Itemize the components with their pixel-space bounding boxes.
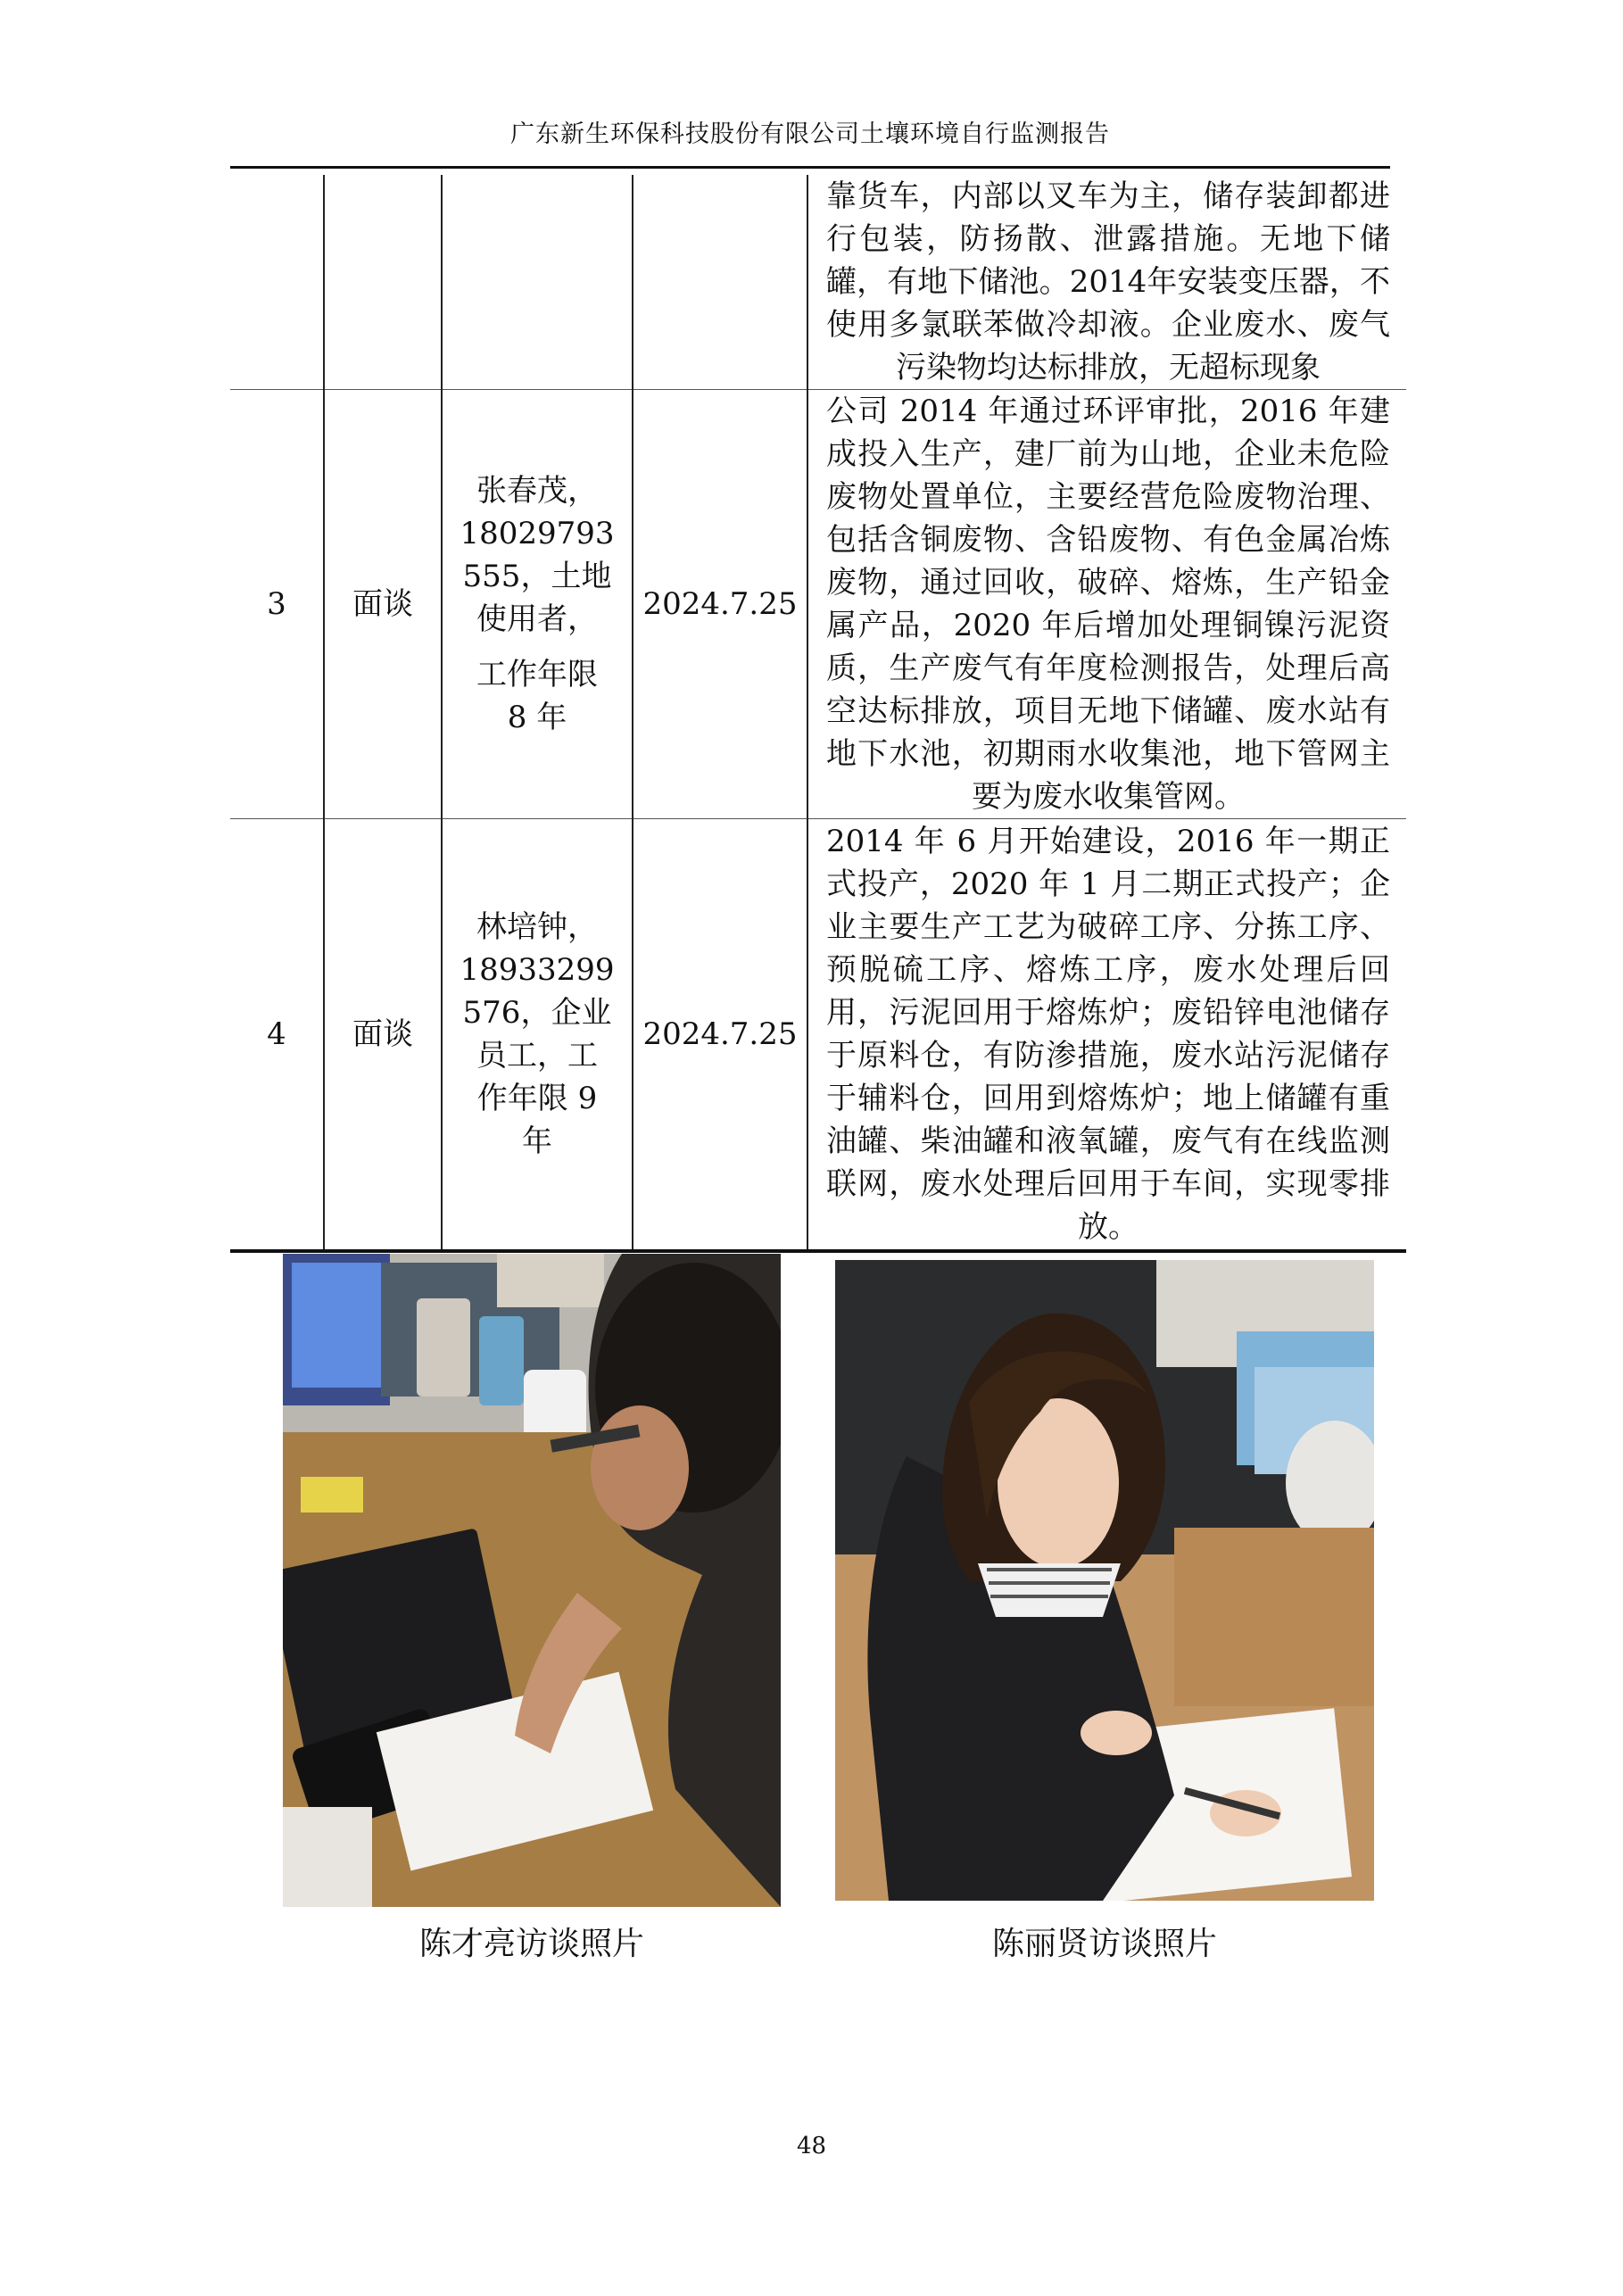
table-row xyxy=(230,175,1406,390)
row-number: 3 xyxy=(230,390,324,819)
interviewee-info xyxy=(442,819,633,1251)
interview-date: 2024.7.25 xyxy=(633,390,807,819)
interview-photo-2 xyxy=(835,1260,1374,1901)
interviewee-line: 8 年 xyxy=(507,700,567,735)
interviewee-line: 工作年限 xyxy=(476,657,598,692)
interviewee-line: 员工，工 xyxy=(476,1037,598,1073)
interview-content: 公司 2014 年通过环评审批，2016 年建成投入生产，建厂前为山地，企业未危险废物处置单位，主要经营危险废物治理、包括含铜废物、含铅废物、有色金属冶炼废物，通过回收，破碎、熔炼，生产铅金属产品，2020 年后增加处理铜镍污泥资质，生产废气有年度检测报告，处理后高空达标排放，项目无地下储罐、废水站有地下水池，初期雨水收集池，地下管网主要为废水收集管网。 xyxy=(807,390,1406,819)
interview-content: 2014 年 6 月开始建设，2016 年一期正式投产，2020 年 1 月二期正式投产；企业主要生产工艺为破碎工序、分拣工序、预脱硫工序、熔炼工序，废水处理后回用，污泥回用于熔炼炉；废铅锌电池储存于原料仓，有防渗措施，废水站污泥储存于辅料仓，回用到熔炼炉；地上储罐有重油罐、柴油罐和液氧罐，废气有在线监测联网，废水处理后回用于车间，实现零排放。 xyxy=(807,819,1406,1251)
interview-table xyxy=(230,175,1406,1253)
interviewee-info xyxy=(442,175,633,390)
interview-content: 靠货车，内部以叉车为主，储存装卸都进行包装，防扬散、泄露措施。无地下储罐，有地下储池。2014年安装变压器，不使用多氯联苯做冷却液。企业废水、废气污染物均达标排放，无超标现象 xyxy=(807,175,1406,390)
row-number xyxy=(230,175,324,390)
interviewee-line: 555，土地 xyxy=(462,559,612,594)
interview-photo-1 xyxy=(283,1254,781,1907)
row-number: 4 xyxy=(230,819,324,1251)
interview-method xyxy=(324,175,442,390)
photo-woman-writing xyxy=(835,1260,1374,1901)
interview-date: 2024.7.25 xyxy=(633,819,807,1251)
report-header: 广东新生环保科技股份有限公司土壤环境自行监测报告 xyxy=(510,120,1110,148)
interview-method: 面谈 xyxy=(324,819,442,1251)
interviewee-line: 张春茂， xyxy=(476,473,598,509)
photo-caption-2: 陈丽贤访谈照片 xyxy=(991,1926,1217,1962)
page-number: 48 xyxy=(796,2133,827,2159)
interviewee-line: 使用者， xyxy=(476,601,598,637)
photo-man-writing xyxy=(283,1254,781,1907)
interviewee-line: 18029793 xyxy=(460,516,615,551)
interviewee-info xyxy=(442,390,633,819)
photo-caption-1: 陈才亮访谈照片 xyxy=(418,1926,644,1962)
interview-method: 面谈 xyxy=(324,390,442,819)
header-rule xyxy=(230,166,1390,169)
interviewee-line: 年 xyxy=(522,1123,552,1159)
interviewee-line: 576，企业 xyxy=(462,994,612,1031)
table-row xyxy=(230,390,1406,819)
interviewee-line: 林培钟， xyxy=(476,908,598,945)
interviewee-line: 作年限 9 xyxy=(476,1080,598,1116)
interviewee-line: 18933299 xyxy=(460,951,615,988)
table-row xyxy=(230,819,1406,1251)
interview-date xyxy=(633,175,807,390)
